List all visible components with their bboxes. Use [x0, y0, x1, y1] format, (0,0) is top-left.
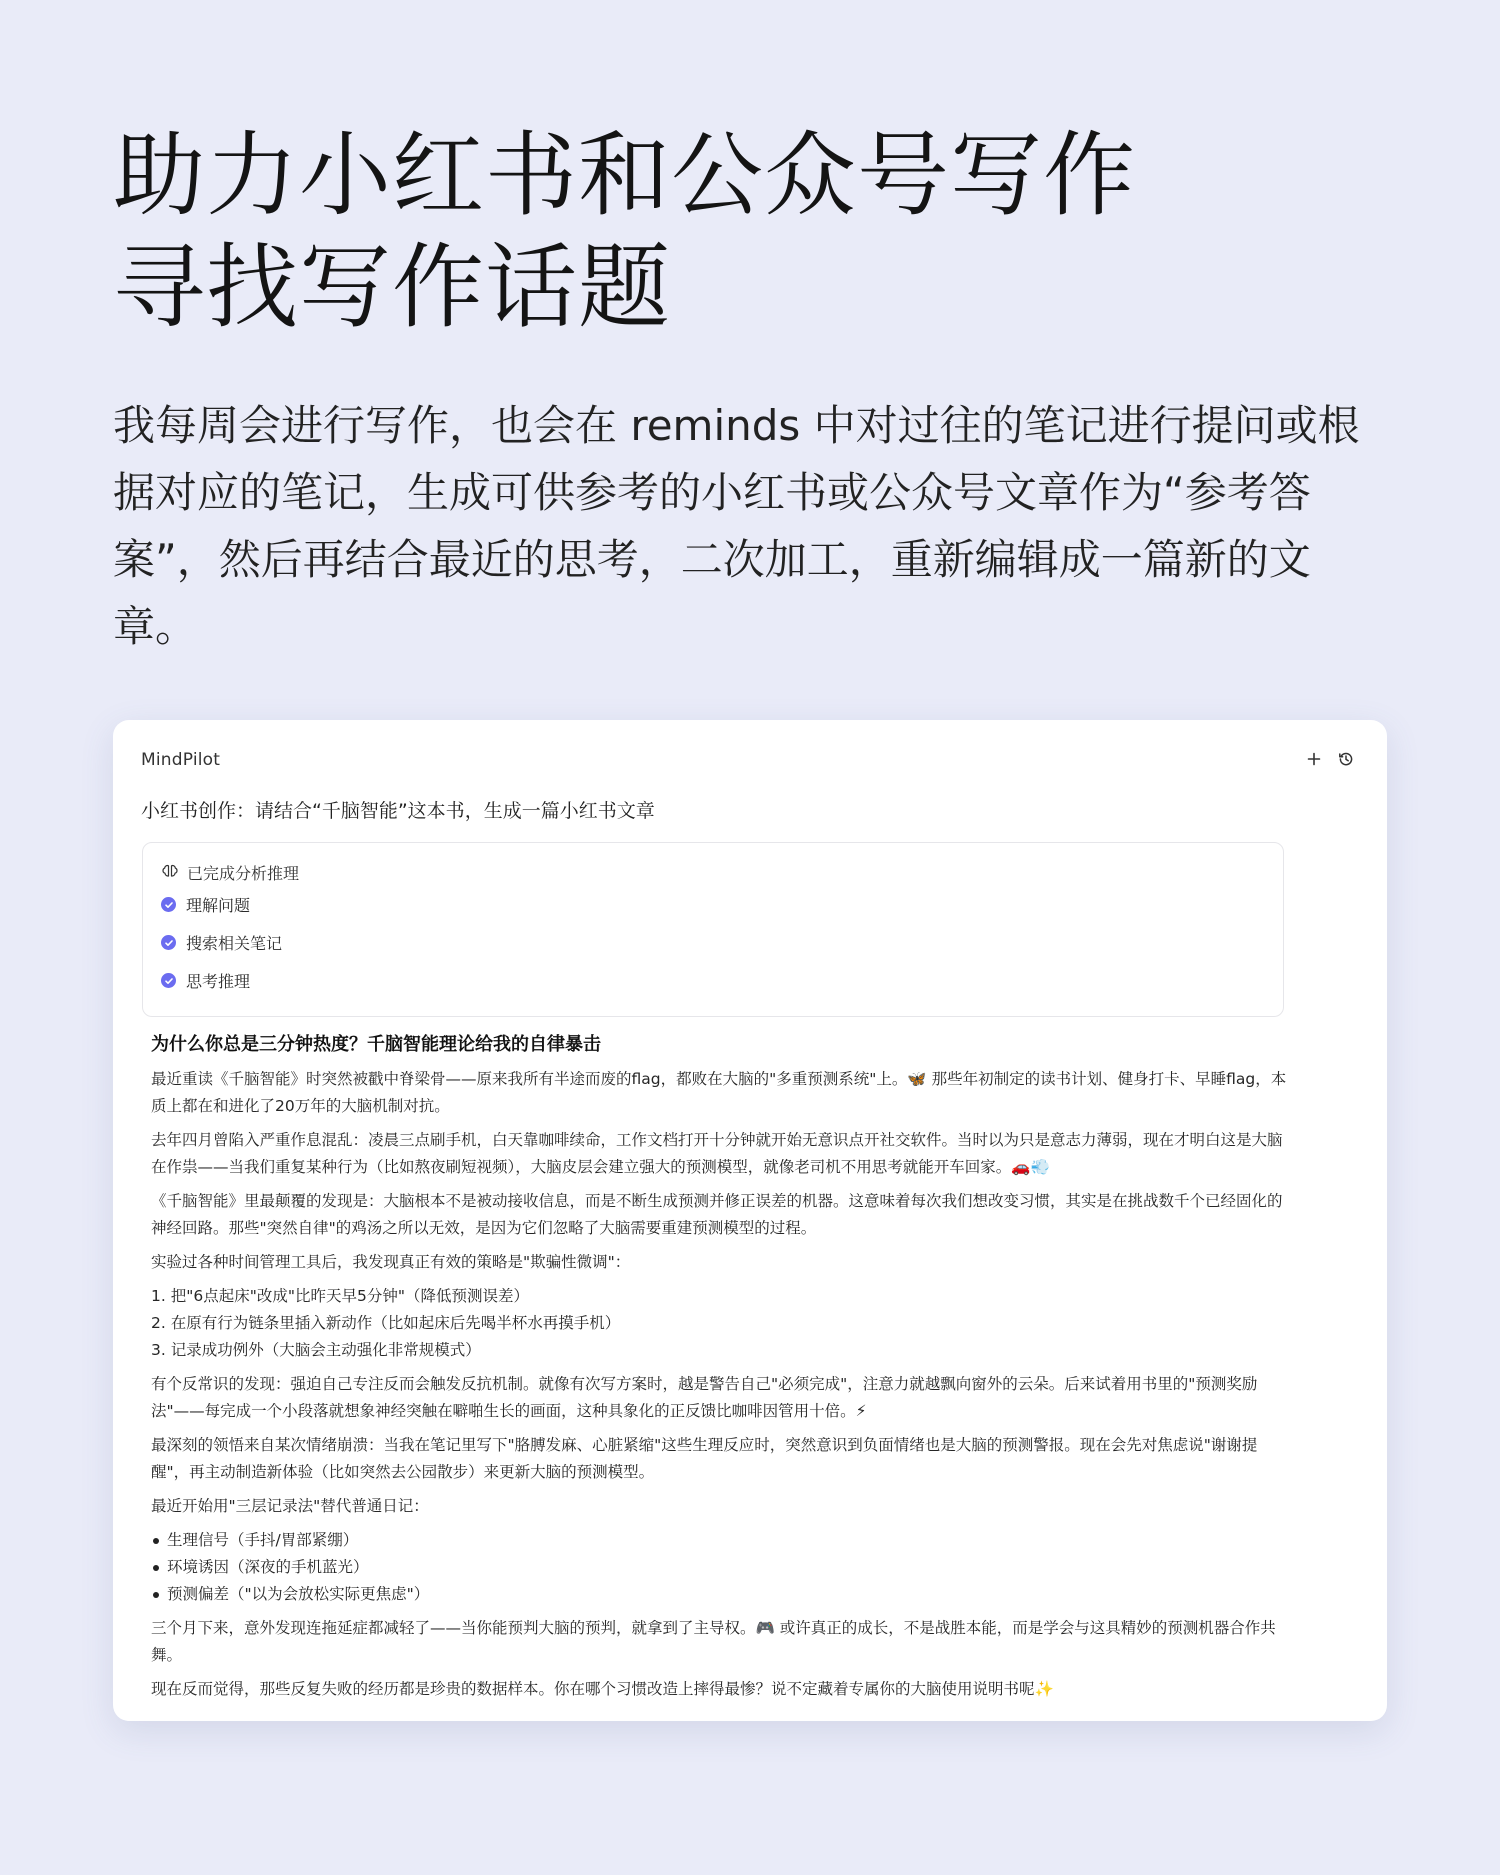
- list-item: 1. 把"6点起床"改成"比昨天早5分钟"（降低预测误差）: [151, 1287, 529, 1305]
- article-paragraph: 现在反而觉得，那些反复失败的经历都是珍贵的数据样本。你在哪个习惯改造上摔得最惨？说不定藏着专属你的大脑使用说明书呢✨: [151, 1680, 1054, 1698]
- check-circle-icon: [161, 973, 176, 988]
- article-paragraph: 最近开始用"三层记录法"替代普通日记：: [151, 1497, 429, 1515]
- user-prompt: 小红书创作：请结合“千脑智能”这本书，生成一篇小红书文章: [141, 800, 655, 822]
- check-circle-icon: [161, 897, 176, 912]
- list-item: 预测偏差（"以为会放松实际更焦虑"）: [151, 1581, 1291, 1608]
- headline-line-2: 寻找写作话题: [113, 234, 672, 341]
- article-paragraph: 实验过各种时间管理工具后，我发现真正有效的策略是"欺骗性微调"：: [151, 1253, 631, 1271]
- step-understand: [161, 893, 250, 916]
- article-paragraph: 三个月下来，意外发现连拖延症都减轻了——当你能预判大脑的预判，就拿到了主导权。🎮 或许真正的成长，不是战胜本能，而是学会与这具精妙的预测机器合作共舞。: [151, 1619, 1276, 1664]
- list-item: 2. 在原有行为链条里插入新动作（比如起床后先喝半杯水再摸手机）: [151, 1314, 621, 1332]
- record-method-list: [151, 1527, 1291, 1608]
- article-paragraph: 最近重读《千脑智能》时突然被戳中脊梁骨——原来我所有半途而废的flag，都败在大脑的"多重预测系统"上。🦋 那些年初制定的读书计划、健身打卡、早睡flag，本质上都在和进化了20万年的大脑机制对抗。: [151, 1070, 1287, 1115]
- strategy-list: [151, 1283, 1291, 1364]
- generated-article: [151, 1032, 1291, 1710]
- list-item: 3. 记录成功例外（大脑会主动强化非常规模式）: [151, 1341, 481, 1359]
- mindpilot-window: [113, 720, 1387, 1721]
- list-item: 环境诱因（深夜的手机蓝光）: [151, 1554, 1291, 1581]
- article-paragraph: 有个反常识的发现：强迫自己专注反而会触发反抗机制。就像有次写方案时，越是警告自己"必须完成"，注意力就越飘向窗外的云朵。后来试着用书里的"预测奖励法"——每完成一个小段落就想象神经突触在噼啪生长的画面，这种具象化的正反馈比咖啡因管用十倍。⚡: [151, 1375, 1258, 1420]
- brain-icon: [161, 862, 179, 884]
- top-actions: [1303, 748, 1357, 770]
- history-icon[interactable]: [1335, 748, 1357, 770]
- reasoning-steps-panel[interactable]: [142, 842, 1284, 1017]
- steps-header-label: 已完成分析推理: [187, 864, 300, 883]
- check-circle-icon: [161, 935, 176, 950]
- article-paragraph: 去年四月曾陷入严重作息混乱：凌晨三点刷手机，白天靠咖啡续命，工作文档打开十分钟就开始无意识点开社交软件。当时以为只是意志力薄弱，现在才明白这是大脑在作祟——当我们重复某种行为（比如熬夜刷短视频），大脑皮层会建立强大的预测模型，就像老司机不用思考就能开车回家。🚗💨: [151, 1131, 1283, 1176]
- app-name: MindPilot: [141, 750, 221, 770]
- step-label: 思考推理: [186, 972, 251, 991]
- step-label: 理解问题: [186, 896, 251, 915]
- article-paragraph: 最深刻的领悟来自某次情绪崩溃：当我在笔记里写下"胳膊发麻、心脏紧缩"这些生理反应时，突然意识到负面情绪也是大脑的预测警报。现在会先对焦虑说"谢谢提醒"，再主动制造新体验（比如突然去公园散步）来更新大脑的预测模型。: [151, 1436, 1258, 1481]
- plus-icon[interactable]: [1303, 748, 1325, 770]
- article-paragraph: 《千脑智能》里最颠覆的发现是：大脑根本不是被动接收信息，而是不断生成预测并修正误差的机器。这意味着每次我们想改变习惯，其实是在挑战数千个已经固化的神经回路。那些"突然自律"的鸡汤之所以无效，是因为它们忽略了大脑需要重建预测模型的过程。: [151, 1192, 1283, 1237]
- step-reasoning: [161, 969, 250, 992]
- list-item: 生理信号（手抖/胃部紧绷）: [151, 1527, 1291, 1554]
- steps-header: [161, 861, 299, 884]
- page-headline: [113, 120, 1413, 344]
- intro-paragraph: 我每周会进行写作，也会在 reminds 中对过往的笔记进行提问或根据对应的笔记，生成可供参考的小红书或公众号文章作为“参考答案”，然后再结合最近的思考，二次加工，重新编辑成一篇新的文章。: [113, 401, 1360, 651]
- step-label: 搜索相关笔记: [186, 934, 283, 953]
- step-search-notes: [161, 931, 282, 954]
- article-title: 为什么你总是三分钟热度？千脑智能理论给我的自律暴击: [151, 1034, 601, 1055]
- headline-line-1: 助力小红书和公众号写作: [113, 122, 1137, 229]
